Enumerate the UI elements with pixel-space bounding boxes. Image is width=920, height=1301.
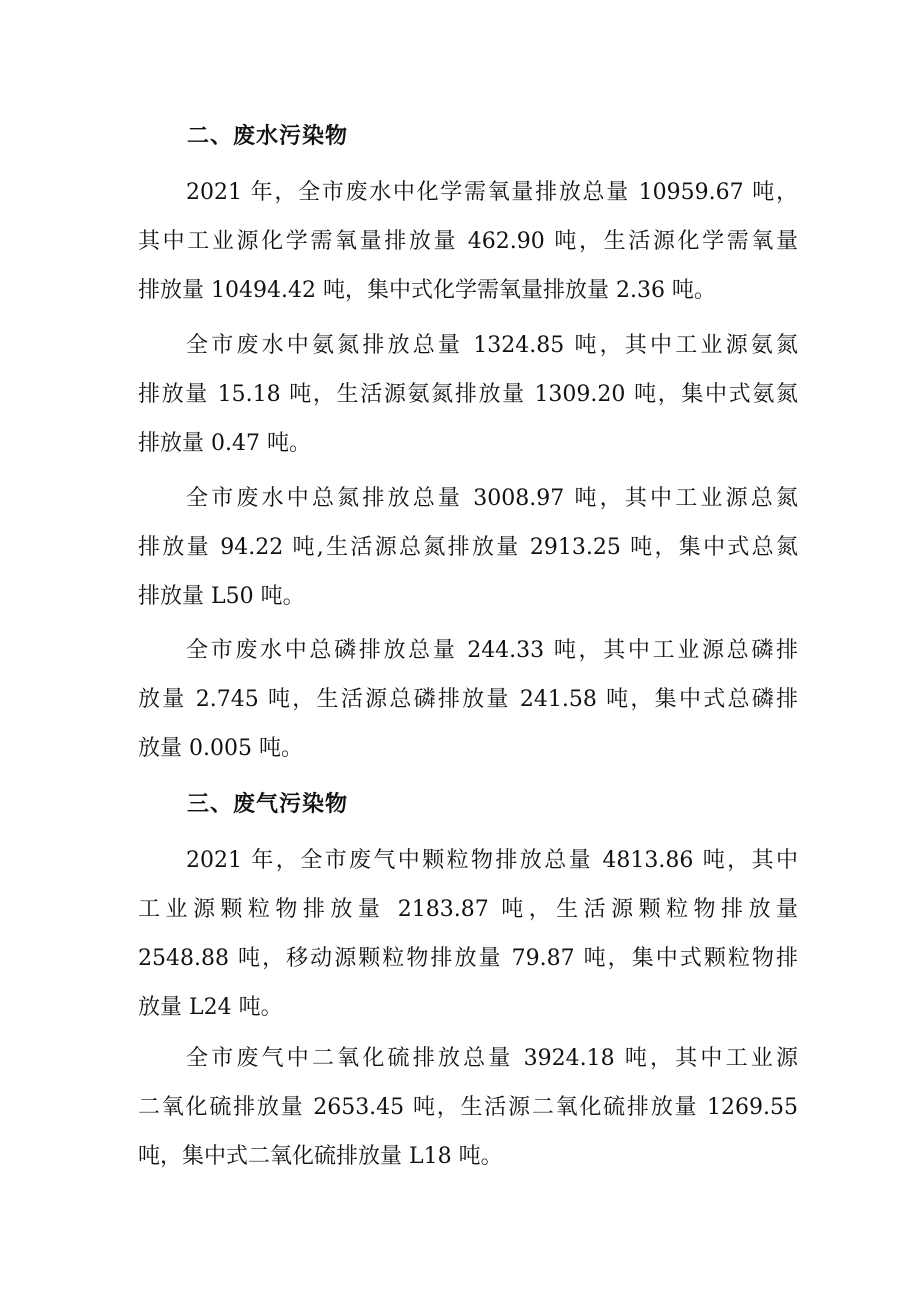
text-line: 排放量 94.22 吨,生活源总氮排放量 2913.25 吨，集中式总氮 xyxy=(138,535,798,560)
text-line: 排放量 0.47 吨。 xyxy=(138,431,311,456)
paragraph-total-phosphorus xyxy=(138,632,798,779)
text-line: 2021 年，全市废气中颗粒物排放总量 4813.86 吨，其中 xyxy=(186,848,798,873)
paragraph-ammonia-nitrogen xyxy=(138,327,798,474)
text-line: 放量 L24 吨。 xyxy=(138,995,283,1020)
paragraph-particulate-matter xyxy=(138,842,798,1038)
text-line: 二氧化硫排放量 2653.45 吨，生活源二氧化硫排放量 1269.55 xyxy=(138,1095,798,1120)
text-line: 2021 年，全市废水中化学需氧量排放总量 10959.67 吨， xyxy=(186,180,798,205)
section-heading-wastewater: 二、废水污染物 xyxy=(187,124,349,149)
text-line: 放量 0.005 吨。 xyxy=(138,736,303,761)
text-line: 排放量 10494.42 吨，集中式化学需氧量排放量 2.36 吨。 xyxy=(138,278,716,303)
text-line: 2548.88 吨，移动源颗粒物排放量 79.87 吨，集中式颗粒物排 xyxy=(138,946,798,971)
text-line: 全市废水中总磷排放总量 244.33 吨，其中工业源总磷排 xyxy=(186,638,798,663)
text-line: 排放量 L50 吨。 xyxy=(138,584,305,609)
text-line: 全市废气中二氧化硫排放总量 3924.18 吨，其中工业源 xyxy=(186,1046,798,1071)
text-line: 吨，集中式二氧化硫排放量 L18 吨。 xyxy=(138,1144,503,1169)
text-line: 放量 2.745 吨，生活源总磷排放量 241.58 吨，集中式总磷排 xyxy=(138,687,798,712)
text-line: 全市废水中氨氮排放总量 1324.85 吨，其中工业源氨氮 xyxy=(186,333,798,358)
text-line: 工业源颗粒物排放量 2183.87 吨，生活源颗粒物排放量 xyxy=(138,897,798,922)
text-line: 其中工业源化学需氧量排放量 462.90 吨，生活源化学需氧量 xyxy=(138,229,798,254)
paragraph-sulfur-dioxide xyxy=(138,1040,798,1187)
text-line: 全市废水中总氮排放总量 3008.97 吨，其中工业源总氮 xyxy=(186,486,798,511)
text-line: 排放量 15.18 吨，生活源氨氮排放量 1309.20 吨，集中式氨氮 xyxy=(138,382,798,407)
paragraph-cod xyxy=(138,174,798,321)
section-heading-waste-gas: 三、废气污染物 xyxy=(187,792,349,817)
paragraph-total-nitrogen xyxy=(138,480,798,627)
